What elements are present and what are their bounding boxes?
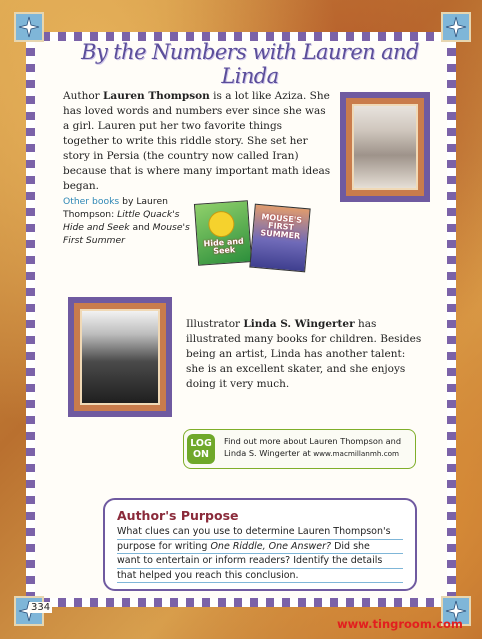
illustrator-intro: Illustrator xyxy=(186,318,244,330)
purpose-line-3: want to entertain or inform readers? Identify the details xyxy=(117,554,403,569)
watermark: www.tingroom.com xyxy=(337,617,463,631)
star-icon xyxy=(14,12,44,42)
authors-purpose-box xyxy=(103,498,417,591)
author-bio-text: is a lot like Aziza. She has loved words and numbers ever since she was a girl. Lauren put her two favorite things together to write this riddle story. She set her story in Persia (the country now called Iran) because that is where many important math ideas began. xyxy=(63,90,331,192)
logon-badge-top: LOG xyxy=(190,438,212,449)
duck-illustration xyxy=(207,210,235,238)
illustrator-bio-text: has illustrated many books for children. Besides being an artist, Linda has another talent: she is an excellent skater, and she enjoys doing it very much. xyxy=(186,318,422,390)
authors-purpose-heading: Author's Purpose xyxy=(117,508,239,523)
logon-text xyxy=(224,435,414,460)
purpose-line-2c: Did she xyxy=(331,540,370,552)
book-cover-1-title: Hide and Seek xyxy=(203,236,245,256)
book-cover-hide-and-seek xyxy=(194,200,252,266)
logon-badge-bottom: ON xyxy=(192,449,210,460)
purpose-line-1: What clues can you use to determine Lauren Thompson's xyxy=(117,525,403,540)
book-title-1: Little Quack's Hide and Seek xyxy=(63,209,180,233)
page-title: By the Numbers with Lauren and Linda xyxy=(81,40,419,88)
author-photo-frame xyxy=(340,92,430,202)
purpose-line-2 xyxy=(117,540,403,555)
other-books-by: by Lauren Thompson: xyxy=(63,196,168,220)
border-right xyxy=(447,32,456,607)
author-bio xyxy=(63,89,331,194)
logon-url-link[interactable]: www.macmillanmh.com xyxy=(313,449,400,458)
illustrator-photo xyxy=(80,309,160,405)
page-number: 334 xyxy=(31,602,51,613)
purpose-line-2a: purpose for writing xyxy=(117,540,211,552)
book-title-2: Mouse's First Summer xyxy=(63,222,190,246)
star-icon xyxy=(441,12,471,42)
author-intro: Author xyxy=(63,90,104,102)
author-name: Lauren Thompson xyxy=(103,90,210,102)
purpose-line-4: that helped you reach this conclusion. xyxy=(117,569,403,584)
other-books-caption xyxy=(63,195,193,247)
author-photo xyxy=(352,104,418,190)
illustrator-photo-frame xyxy=(68,297,172,417)
book-cover-2-title: MOUSE'S FIRST SUMMER xyxy=(260,212,303,241)
book-cover-mouses-first-summer xyxy=(249,204,310,273)
border-left xyxy=(26,32,35,607)
illustrator-bio xyxy=(186,317,426,392)
other-books-and: and xyxy=(129,222,153,233)
logon-box[interactable] xyxy=(183,429,416,469)
border-bottom xyxy=(26,598,456,607)
purpose-story-title: One Riddle, One Answer? xyxy=(210,540,332,552)
logon-icon xyxy=(187,434,215,464)
illustrator-name: Linda S. Wingerter xyxy=(243,318,355,330)
logon-message: Find out more about Lauren Thompson and Linda S. Wingerter at xyxy=(224,436,402,458)
authors-purpose-question xyxy=(117,525,403,583)
other-books-lead: Other books xyxy=(63,196,120,207)
